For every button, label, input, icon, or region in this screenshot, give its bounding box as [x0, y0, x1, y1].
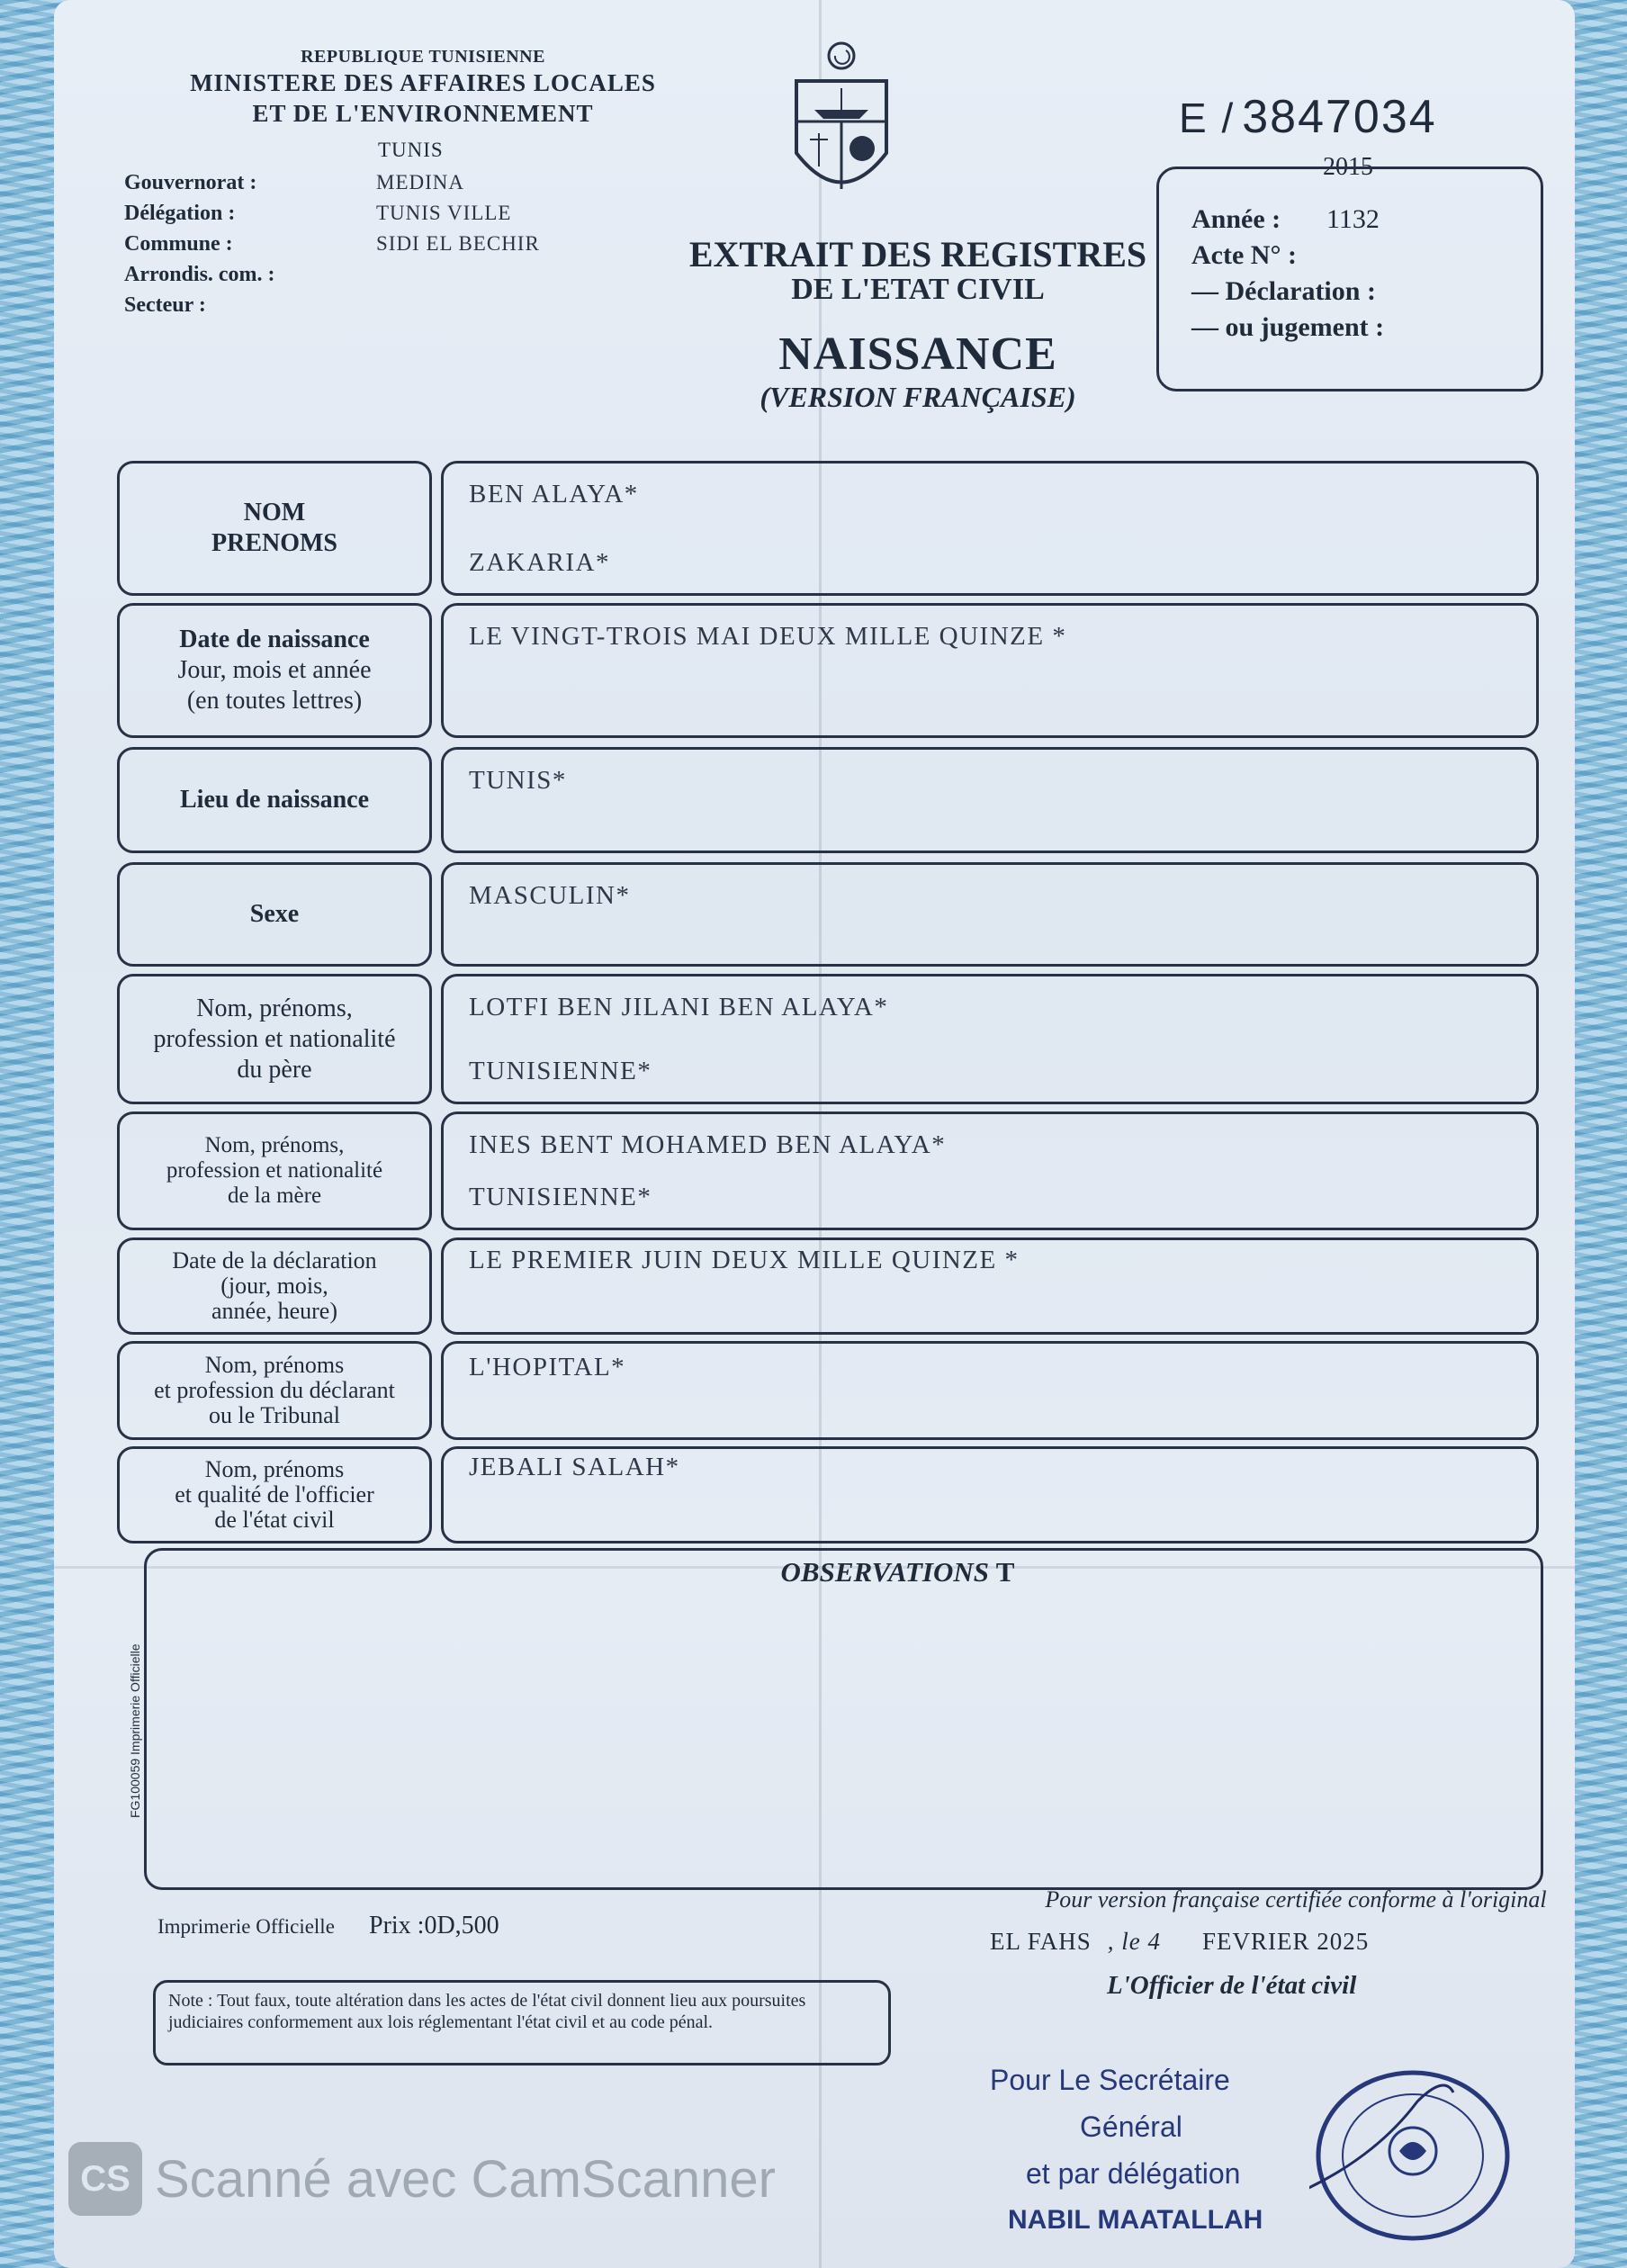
- arrondissement-label: Arrondis. com. :: [124, 263, 275, 286]
- gouvernorat-value: MEDINA: [376, 171, 464, 194]
- declaration-date-value: LE PREMIER JUIN DEUX MILLE QUINZE *: [469, 1246, 1020, 1274]
- birthdate-value-cell: [441, 603, 1539, 738]
- declaration-label: — Déclaration :: [1191, 276, 1376, 306]
- signature-line-3: et par délégation: [1026, 2157, 1241, 2190]
- ministry-line-1: MINISTERE DES AFFAIRES LOCALES: [190, 69, 656, 96]
- issue-date: FEVRIER 2025: [1202, 1928, 1370, 1955]
- officer-value: JEBALI SALAH*: [469, 1453, 680, 1481]
- acte-value: 1132: [1326, 204, 1380, 234]
- signature-line-2: Général: [1080, 2110, 1182, 2143]
- gouvernorat-label: Gouvernorat :: [124, 171, 257, 194]
- acte-label: Acte N° :: [1191, 240, 1297, 270]
- mother-nationality: TUNISIENNE*: [469, 1183, 652, 1211]
- decl-date-label-3: année, heure): [211, 1298, 338, 1324]
- officer-label-3: de l'état civil: [214, 1507, 335, 1533]
- camscanner-watermark: [68, 2142, 776, 2216]
- imprimerie-label: Imprimerie Officielle: [157, 1915, 335, 1938]
- declarant-value-cell: [441, 1341, 1539, 1440]
- declarant-label-1: Nom, prénoms: [204, 1352, 345, 1378]
- birthplace-value-cell: [441, 747, 1539, 853]
- registration-year: 2015: [1323, 153, 1373, 181]
- commune-value: SIDI EL BECHIR: [376, 232, 540, 255]
- officer-value-cell: [441, 1446, 1539, 1544]
- nom-value: BEN ALAYA*: [469, 480, 639, 508]
- birthplace-value: TUNIS*: [469, 766, 567, 795]
- father-name: LOTFI BEN JILANI BEN ALAYA*: [469, 993, 889, 1022]
- mother-value-cell: [441, 1112, 1539, 1230]
- le-label: , le 4: [1107, 1928, 1162, 1955]
- row-birthdate: [117, 603, 1539, 738]
- mother-label-cell: [117, 1112, 432, 1230]
- row-name: [117, 461, 1539, 596]
- officer-label-cell: [117, 1446, 432, 1544]
- republic-label: REPUBLIQUE TUNISIENNE: [301, 47, 545, 67]
- secteur-label: Secteur :: [124, 293, 206, 317]
- observations-box: [144, 1548, 1543, 1890]
- acte-box: [1156, 166, 1543, 392]
- registration-value: 3847034: [1242, 91, 1437, 143]
- issue-day: 4: [1147, 1928, 1162, 1955]
- father-label-1: Nom, prénoms,: [196, 994, 353, 1022]
- name-label-cell: [117, 461, 432, 596]
- title-naissance: NAISSANCE: [778, 328, 1057, 380]
- issuing-authority: [135, 47, 711, 129]
- name-value-cell: [441, 461, 1539, 596]
- birthdate-label-3: (en toutes lettres): [186, 687, 363, 715]
- sex-value-cell: [441, 862, 1539, 967]
- registration-number: [1179, 90, 1437, 144]
- declarant-label-3: ou le Tribunal: [209, 1402, 340, 1428]
- signature-block: [990, 2056, 1263, 2244]
- officer-label-2: et qualité de l'officier: [175, 1481, 374, 1508]
- sex-value: MASCULIN*: [469, 881, 631, 910]
- printer-code: FG100059 Imprimerie Officielle: [128, 1643, 142, 1818]
- observations-mark: T: [995, 1556, 1015, 1588]
- row-declarant: [117, 1341, 1539, 1440]
- sex-label: Sexe: [249, 900, 300, 928]
- birthdate-label-cell: [117, 603, 432, 738]
- nom-label: NOM: [243, 499, 306, 526]
- father-value-cell: [441, 974, 1539, 1104]
- certificate-paper: [54, 0, 1575, 2268]
- row-declaration-date: [117, 1238, 1539, 1335]
- official-stamp: [1309, 2066, 1516, 2246]
- father-nationality: TUNISIENNE*: [469, 1057, 652, 1085]
- administrative-info: [124, 167, 540, 320]
- commune-label: Commune :: [124, 232, 233, 256]
- prenoms-label: PRENOMS: [211, 529, 337, 557]
- delegation-value: TUNIS VILLE: [376, 202, 512, 224]
- row-officer: [117, 1446, 1539, 1544]
- watermark-text: Scanné avec CamScanner: [155, 2149, 776, 2209]
- registration-prefix: E /: [1179, 94, 1236, 141]
- birthdate-value: LE VINGT-TROIS MAI DEUX MILLE QUINZE *: [469, 622, 1067, 651]
- mother-label-1: Nom, prénoms,: [204, 1133, 345, 1157]
- signature-line-1: Pour Le Secrétaire: [990, 2064, 1230, 2096]
- row-mother: [117, 1112, 1539, 1230]
- father-label-2: profession et nationalité: [153, 1024, 396, 1053]
- row-birthplace: [117, 747, 1539, 853]
- ministry-line-2: ET DE L'ENVIRONNEMENT: [252, 100, 594, 127]
- sex-label-cell: [117, 862, 432, 967]
- coat-of-arms-emblem: [783, 36, 900, 216]
- declarant-label-cell: [117, 1341, 432, 1440]
- birthdate-label-2: Jour, mois et année: [177, 656, 372, 684]
- declaration-date-label-cell: [117, 1238, 432, 1335]
- mother-label-2: profession et nationalité: [166, 1158, 383, 1183]
- row-sex: [117, 862, 1539, 967]
- jugement-label: — ou jugement :: [1191, 312, 1385, 342]
- prix-label: Prix :0D,500: [369, 1912, 499, 1940]
- declarant-value: L'HOPITAL*: [469, 1353, 626, 1382]
- observations-title: OBSERVATIONS T: [780, 1556, 1015, 1588]
- mother-label-3: de la mère: [227, 1184, 322, 1208]
- title-line-2: DE L'ETAT CIVIL: [791, 273, 1045, 306]
- row-father: [117, 974, 1539, 1104]
- father-label-3: du père: [237, 1055, 312, 1084]
- title-version: (VERSION FRANÇAISE): [760, 381, 1076, 413]
- birthplace-label-cell: [117, 747, 432, 853]
- decl-date-label-2: (jour, mois,: [220, 1273, 328, 1299]
- tunis-label: TUNIS: [378, 139, 444, 161]
- delegation-label: Délégation :: [124, 202, 236, 225]
- document-title: [594, 236, 1242, 414]
- title-line-1: EXTRAIT DES REGISTRES: [688, 234, 1147, 274]
- officer-title: L'Officier de l'état civil: [1107, 1971, 1357, 2000]
- camscanner-logo-icon: CS: [68, 2142, 142, 2216]
- legal-note: Note : Tout faux, toute altération dans les actes de l'état civil donnent lieu aux poursuites judiciaires conformement aux lois réglementant l'état civil et au code pénal.: [153, 1980, 891, 2066]
- officer-label-1: Nom, prénoms: [204, 1456, 345, 1482]
- issue-place: EL FAHS: [990, 1928, 1092, 1955]
- father-label-cell: [117, 974, 432, 1104]
- certification-statement: Pour version française certifiée conforme à l'original: [1045, 1886, 1547, 1912]
- birthdate-label-1: Date de naissance: [179, 626, 370, 653]
- signature-line-4: NABIL MAATALLAH: [1008, 2205, 1263, 2235]
- annee-label: Année :: [1191, 204, 1281, 234]
- declaration-date-value-cell: [441, 1238, 1539, 1335]
- prenoms-value: ZAKARIA*: [469, 548, 610, 577]
- declarant-label-2: et profession du déclarant: [154, 1377, 395, 1403]
- birthplace-label: Lieu de naissance: [179, 786, 370, 814]
- place-and-date: [990, 1928, 1369, 1956]
- decl-date-label-1: Date de la déclaration: [172, 1247, 377, 1274]
- mother-name: INES BENT MOHAMED BEN ALAYA*: [469, 1130, 947, 1159]
